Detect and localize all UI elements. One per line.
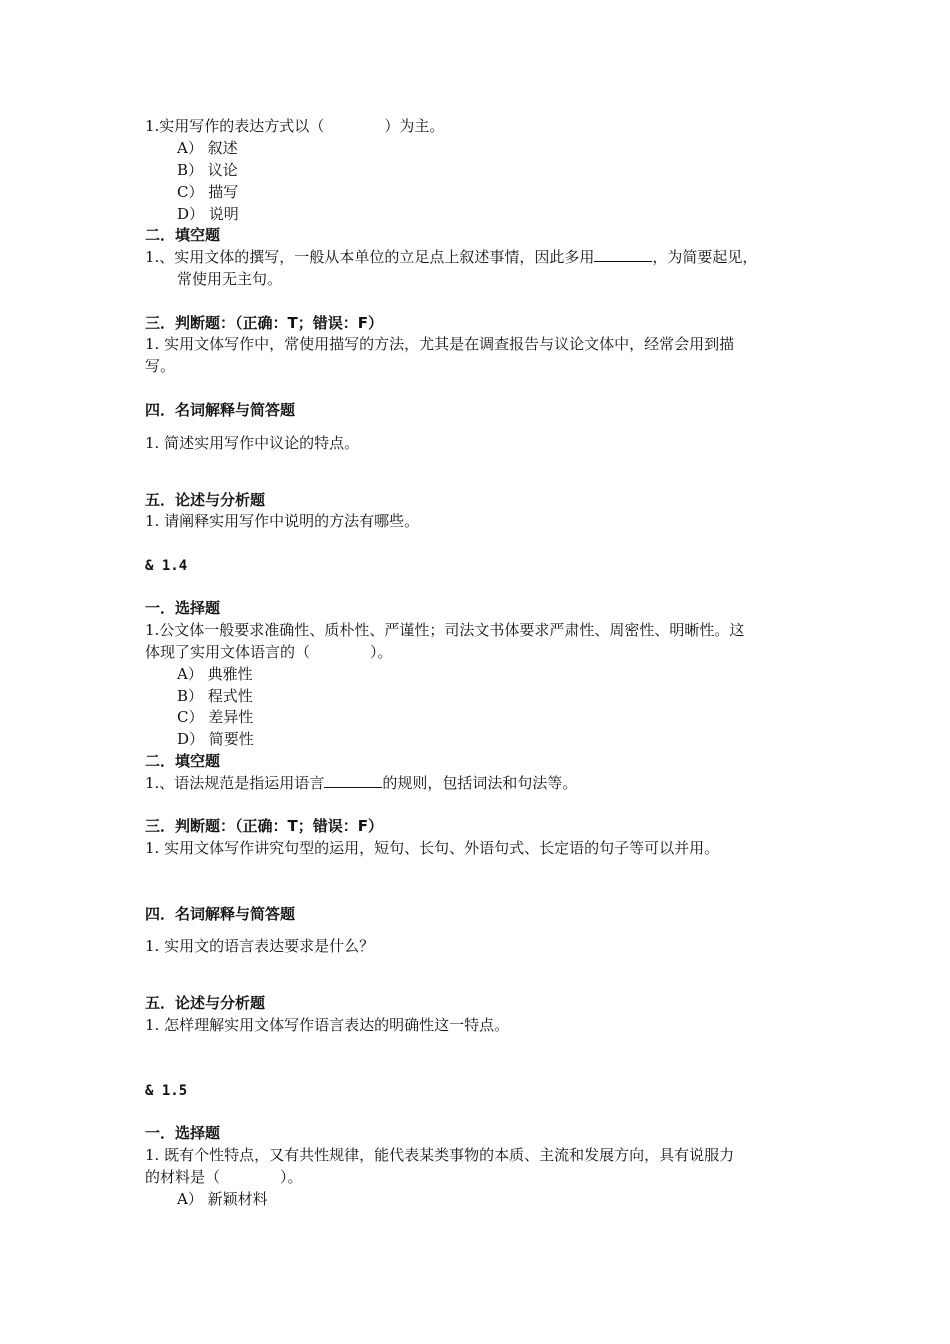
answer-blank [594, 247, 652, 262]
option-d: D） 说明 [177, 205, 239, 223]
option-a: A） 新颖材料 [177, 1190, 268, 1208]
true-false-heading: 三．判断题：（正确：T；错误：F） [145, 314, 383, 332]
short-answer-heading: 四．名词解释与简答题 [145, 401, 296, 419]
option-c: C） 描写 [177, 183, 239, 201]
fill-blank-question [145, 772, 577, 794]
option-c: C） 差异性 [177, 708, 254, 726]
choice-heading: 一．选择题 [145, 599, 221, 617]
question-text: 1. 既有个性特点，又有共性规律，能代表某类事物的本质、主流和发展方向，具有说服力 [145, 1146, 735, 1164]
question-text: 1.公文体一般要求准确性、质朴性、严谨性；司法文书体要求严肃性、周密性、明晰性。这 [145, 621, 745, 639]
fill-blank-text-b: ，为简要起见， [652, 248, 758, 266]
fill-blank-text-a: 1.、语法规范是指运用语言 [145, 774, 325, 792]
choice-heading: 一．选择题 [145, 1124, 221, 1142]
section-title: & 1.5 [145, 1083, 188, 1099]
true-false-heading: 三．判断题：（正确：T；错误：F） [145, 817, 383, 835]
option-b: B） 程式性 [177, 687, 253, 705]
option-b: B） 议论 [177, 161, 238, 179]
fill-blank-question [145, 246, 757, 268]
answer-blank [324, 773, 382, 788]
question-text-cont: 体现了实用文体语言的（ ）。 [145, 643, 393, 661]
essay-question: 1. 请阐释实用写作中说明的方法有哪些。 [145, 512, 420, 530]
section-title: & 1.4 [145, 558, 188, 574]
fill-blank-text-b: 的规则，包括词法和句法等。 [382, 774, 578, 792]
essay-heading: 五．论述与分析题 [145, 994, 266, 1012]
option-a: A） 叙述 [177, 139, 238, 157]
question-text-cont: 的材料是（ ）。 [145, 1168, 303, 1186]
fill-blank-heading: 二．填空题 [145, 752, 221, 770]
question-text: 1.实用写作的表达方式以（ ）为主。 [145, 117, 445, 135]
true-false-question: 1. 实用文体写作讲究句型的运用，短句、长句、外语句式、长定语的句子等可以并用。 [145, 839, 720, 857]
short-answer-question: 1. 简述实用写作中议论的特点。 [145, 434, 360, 452]
short-answer-question: 1. 实用文的语言表达要求是什么？ [145, 937, 375, 955]
option-a: A） 典雅性 [177, 665, 253, 683]
essay-question: 1. 怎样理解实用文体写作语言表达的明确性这一特点。 [145, 1016, 510, 1034]
option-d: D） 简要性 [177, 730, 254, 748]
true-false-question: 1. 实用文体写作中，常使用描写的方法，尤其是在调查报告与议论文体中，经常会用到描 [145, 335, 735, 353]
fill-blank-question-cont: 常使用无主句。 [177, 270, 283, 288]
true-false-question-cont: 写。 [145, 357, 176, 375]
essay-heading: 五．论述与分析题 [145, 491, 266, 509]
short-answer-heading: 四．名词解释与简答题 [145, 905, 296, 923]
fill-blank-text-a: 1.、实用文体的撰写，一般从本单位的立足点上叙述事情，因此多用 [145, 248, 595, 266]
fill-blank-heading: 二．填空题 [145, 226, 221, 244]
